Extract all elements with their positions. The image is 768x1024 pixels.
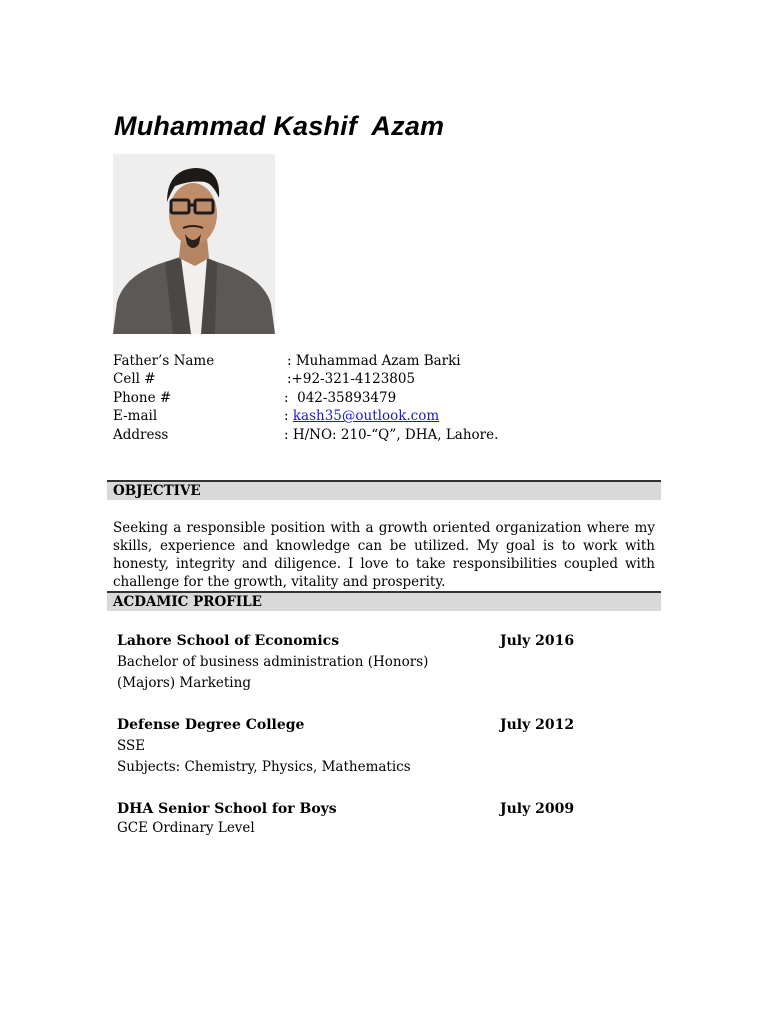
education-entry [117,799,577,837]
address-value: : H/NO: 210-“Q”, DHA, Lahore. [284,426,499,443]
academic-heading: ACDAMIC PROFILE [113,594,262,610]
education-detail: Subjects: Chemistry, Physics, Mathematics [117,759,411,775]
education-entry [117,715,577,778]
profile-photo-image [113,154,275,334]
cell-value: :+92-321-4123805 [287,371,416,388]
education-entry [117,631,577,694]
objective-heading-bar [107,480,661,500]
institution-name: DHA Senior School for Boys [117,801,337,817]
fathers-name-value: : Muhammad Azam Barki [287,353,461,369]
candidate-name: Muhammad Kashif Azam [114,111,445,141]
fathers-name-label: Father’s Name [113,353,215,369]
cell-label: Cell # [113,371,156,388]
objective-text: Seeking a responsible position with a growth oriented organization where my skills, experience and knowledge can be utilized. My goal is to work with honesty, integrity and diligence. I love to take responsibilities coupled with challenge for the growth, vitality and prosperity. [113,520,655,590]
phone-value: : 042-35893479 [284,389,397,406]
profile-photo [113,154,275,334]
objective-heading: OBJECTIVE [113,483,201,499]
education-detail: (Majors) Marketing [117,675,251,691]
institution-name: Defense Degree College [117,717,305,733]
education-detail: SSE [117,738,146,754]
email-label: E-mail [113,408,158,425]
email-link[interactable]: kash35@outlook.com [292,408,440,425]
address-label: Address [113,426,169,443]
email-prefix: : [284,408,293,425]
education-detail: GCE Ordinary Level [117,820,255,836]
graduation-date: July 2016 [500,633,575,649]
academic-heading-bar [107,591,661,611]
education-detail: Bachelor of business administration (Honors) [117,654,429,670]
institution-name: Lahore School of Economics [117,633,340,649]
phone-label: Phone # [113,389,172,406]
email-value [284,407,439,425]
graduation-date: July 2012 [500,717,575,733]
graduation-date: July 2009 [500,801,575,817]
